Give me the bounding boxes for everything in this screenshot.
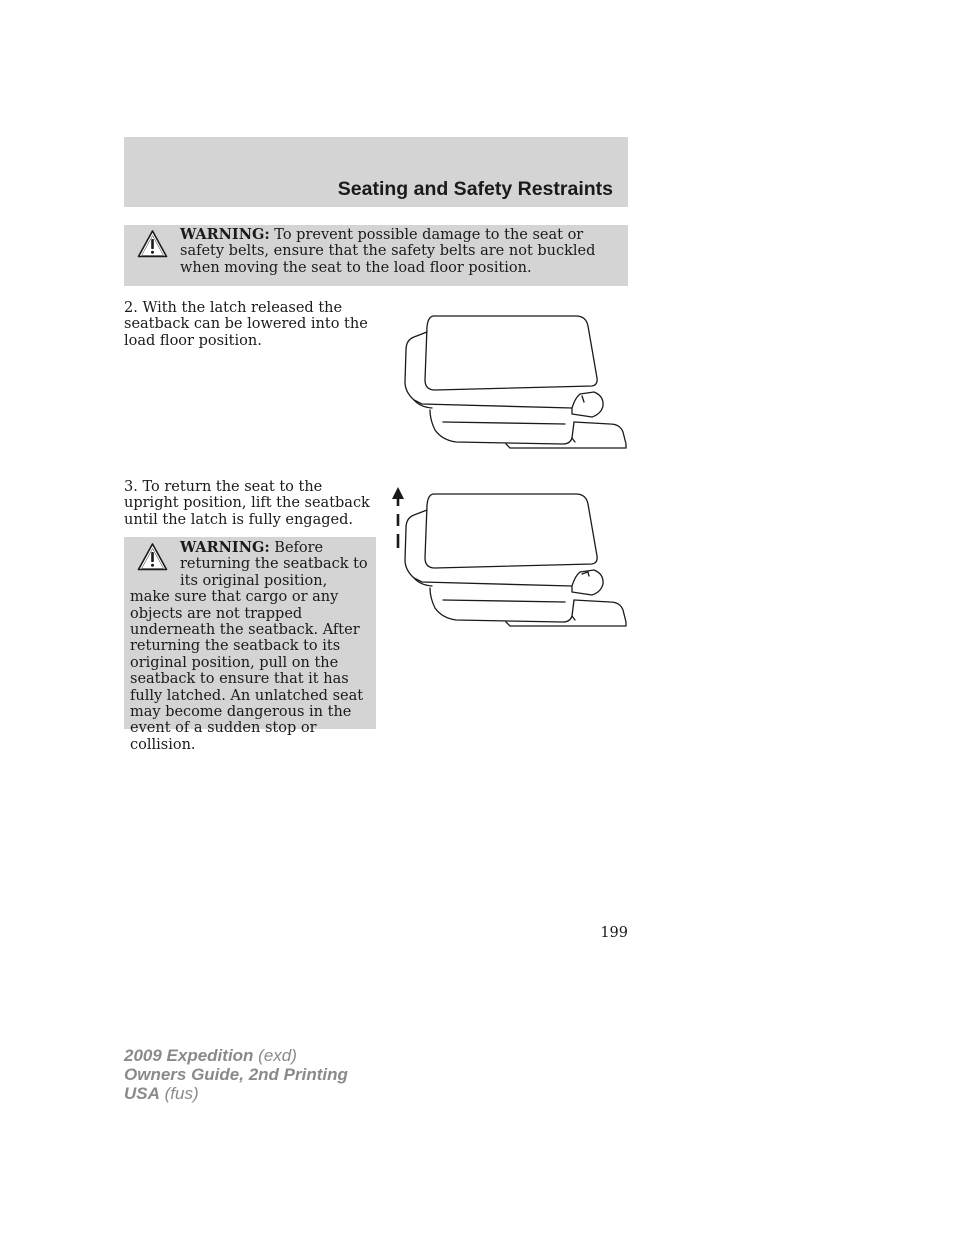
footer-line-1: 2009 Expedition (exd)	[124, 1046, 297, 1065]
warning-label: WARNING:	[180, 539, 270, 556]
warning-triangle-icon	[137, 540, 168, 575]
warning-box-1	[124, 225, 628, 286]
seat-lowered-illustration	[400, 310, 632, 456]
section-header	[124, 137, 628, 207]
warning-triangle-icon	[137, 227, 168, 262]
warning-label: WARNING:	[180, 226, 270, 243]
step-2-text: 2. With the latch released the seatback can be lowered into the load floor position.	[124, 300, 368, 349]
footer-line-2: Owners Guide, 2nd Printing	[124, 1065, 348, 1084]
warning-text: To prevent possible damage to the seat or safety belts, ensure that the safety belts are not buckled when moving the seat to the load floor position.	[180, 227, 596, 276]
seat-upright-illustration	[400, 488, 632, 634]
step-3-text: 3. To return the seat to the upright position, lift the seatback until the latch is fully engaged.	[124, 479, 370, 528]
document-footer	[124, 1046, 348, 1103]
section-title: Seating and Safety Restraints	[337, 178, 613, 200]
warning-box-2	[124, 537, 376, 753]
warning-text: Before returning the seatback to its original position, make sure that cargo or any objects are not trapped underneath the seatback. After returning the seatback to its original position, pull on the seatback to ensure that it has fully latched. An unlatched seat may become dangerous in the event of a sudden stop or collision.	[130, 540, 368, 753]
page-number: 199	[600, 925, 628, 941]
footer-line-3: USA (fus)	[124, 1084, 199, 1103]
